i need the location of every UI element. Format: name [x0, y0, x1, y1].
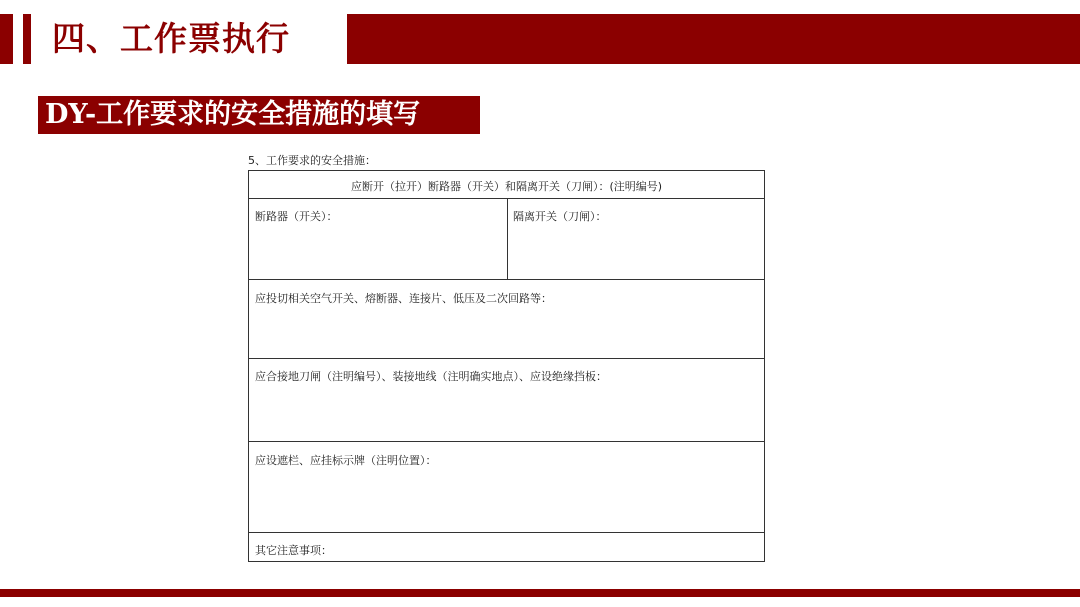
form-header-row [249, 171, 764, 199]
footer-bar [0, 589, 1080, 597]
header-accent-bar [23, 14, 31, 64]
barriers-label: 应设遮栏、应挂标示牌（注明位置）： [255, 454, 437, 467]
form-header-text: 应断开（拉开）断路器（开关）和隔离开关（刀闸）：(注明编号) [350, 180, 663, 193]
breaker-label: 断路器（开关）： [255, 210, 338, 223]
safety-measures-form [248, 170, 765, 562]
header-left-bar [0, 14, 13, 64]
other-notes-label: 其它注意事项： [255, 544, 332, 557]
switches-label: 应投切相关空气开关、熔断器、连接片、低压及二次回路等： [255, 292, 552, 305]
disconnector-label: 隔离开关（刀闸）： [513, 210, 607, 223]
breaker-row [249, 199, 764, 280]
other-notes-row [249, 533, 764, 563]
barriers-row [249, 442, 764, 533]
header-gap [13, 14, 23, 64]
form-caption: 5、工作要求的安全措施： [248, 154, 376, 167]
switches-row [249, 280, 764, 359]
header-right-bar [347, 14, 1080, 64]
subtitle-text: DY-工作要求的安全措施的填写 [45, 99, 421, 130]
grounding-row [249, 359, 764, 442]
grounding-label: 应合接地刀闸（注明编号）、装接地线（注明确实地点）、应设绝缘挡板： [255, 370, 607, 383]
breaker-divider [507, 199, 508, 279]
section-title: 四、工作票执行 [52, 19, 290, 58]
